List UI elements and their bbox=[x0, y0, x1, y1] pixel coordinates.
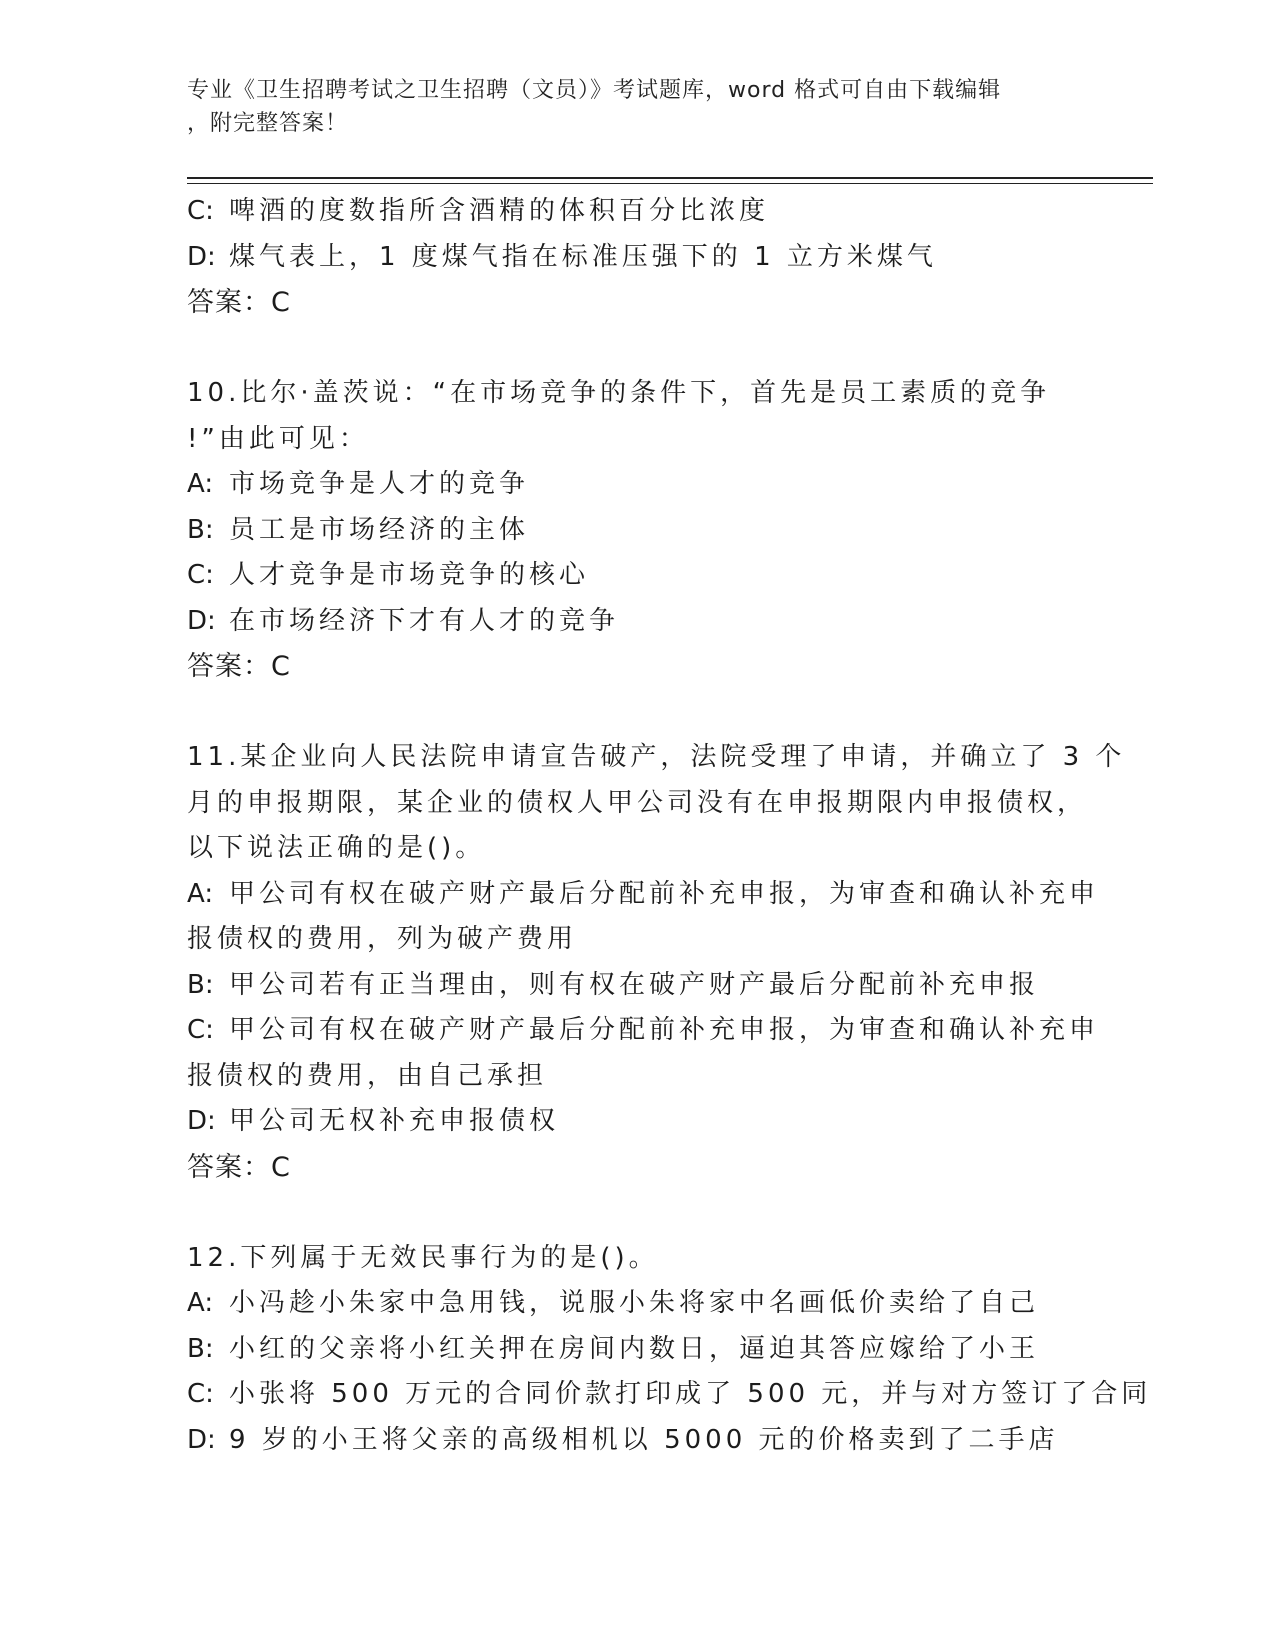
header-rule-thin bbox=[187, 183, 1153, 184]
answer: 答案：C bbox=[187, 1151, 291, 1183]
option-d: D: 甲公司无权补充申报债权 bbox=[187, 1106, 560, 1136]
question-stem: 12.下列属于无效民事行为的是()。 bbox=[187, 1242, 659, 1273]
header-line-1: 专业《卫生招聘考试之卫生招聘（文员）》考试题库，word 格式可自由下载编辑 bbox=[187, 78, 1002, 103]
question-list bbox=[187, 189, 1152, 1463]
option-c: C: 甲公司有权在破产财产最后分配前补充申报，为审查和确认补充申 bbox=[187, 1015, 1100, 1045]
spacer bbox=[187, 1190, 1087, 1236]
spacer bbox=[187, 326, 1087, 372]
option-b: B: 小红的父亲将小红关押在房间内数日，逼迫其答应嫁给了小王 bbox=[187, 1333, 1040, 1364]
option-c: C: 小张将 500 万元的合同价款打印成了 500 元，并与对方签订了合同 bbox=[187, 1379, 1152, 1409]
question-10 bbox=[187, 371, 1087, 690]
option-a-continued: 报债权的费用，列为破产费用 bbox=[187, 924, 578, 954]
question-12 bbox=[187, 1236, 1152, 1464]
option-c: C: 人才竞争是市场竞争的核心 bbox=[187, 560, 590, 590]
answer: 答案：C bbox=[187, 287, 291, 318]
spacer bbox=[187, 690, 1087, 736]
question-stem: 以下说法正确的是()。 bbox=[187, 833, 486, 863]
option-a: A: 小冯趁小朱家中急用钱，说服小朱将家中名画低价卖给了自己 bbox=[187, 1288, 1040, 1318]
option-d: D: 煤气表上，1 度煤气指在标准压强下的 1 立方米煤气 bbox=[187, 241, 937, 272]
question-stem: 10.比尔·盖茨说：“在市场竞争的条件下，首先是员工素质的竞争 bbox=[187, 378, 1051, 408]
option-a: A: 市场竞争是人才的竞争 bbox=[187, 469, 530, 499]
question-stem: 月的申报期限，某企业的债权人甲公司没有在申报期限内申报债权， bbox=[187, 787, 1088, 818]
question-stem: !”由此可见： bbox=[187, 423, 369, 454]
question-9-tail bbox=[187, 189, 1087, 326]
option-c-continued: 报债权的费用，由自己承担 bbox=[187, 1060, 548, 1091]
option-b: B: 甲公司若有正当理由，则有权在破产财产最后分配前补充申报 bbox=[187, 969, 1040, 1000]
option-d: D: 在市场经济下才有人才的竞争 bbox=[187, 605, 620, 636]
question-11 bbox=[187, 735, 1126, 1190]
option-b: B: 员工是市场经济的主体 bbox=[187, 514, 530, 545]
option-a: A: 甲公司有权在破产财产最后分配前补充申报，为审查和确认补充申 bbox=[187, 878, 1100, 909]
option-c: C: 啤酒的度数指所含酒精的体积百分比浓度 bbox=[187, 196, 770, 226]
question-stem: 11.某企业向人民法院申请宣告破产，法院受理了申请，并确立了 3 个 bbox=[187, 742, 1126, 772]
header-rule-thick bbox=[187, 177, 1153, 179]
answer: 答案：C bbox=[187, 651, 291, 682]
document-header bbox=[187, 74, 1067, 140]
header-line-2: ，附完整答案！ bbox=[187, 111, 349, 136]
option-d: D: 9 岁的小王将父亲的高级相机以 5000 元的价格卖到了二手店 bbox=[187, 1424, 1059, 1455]
